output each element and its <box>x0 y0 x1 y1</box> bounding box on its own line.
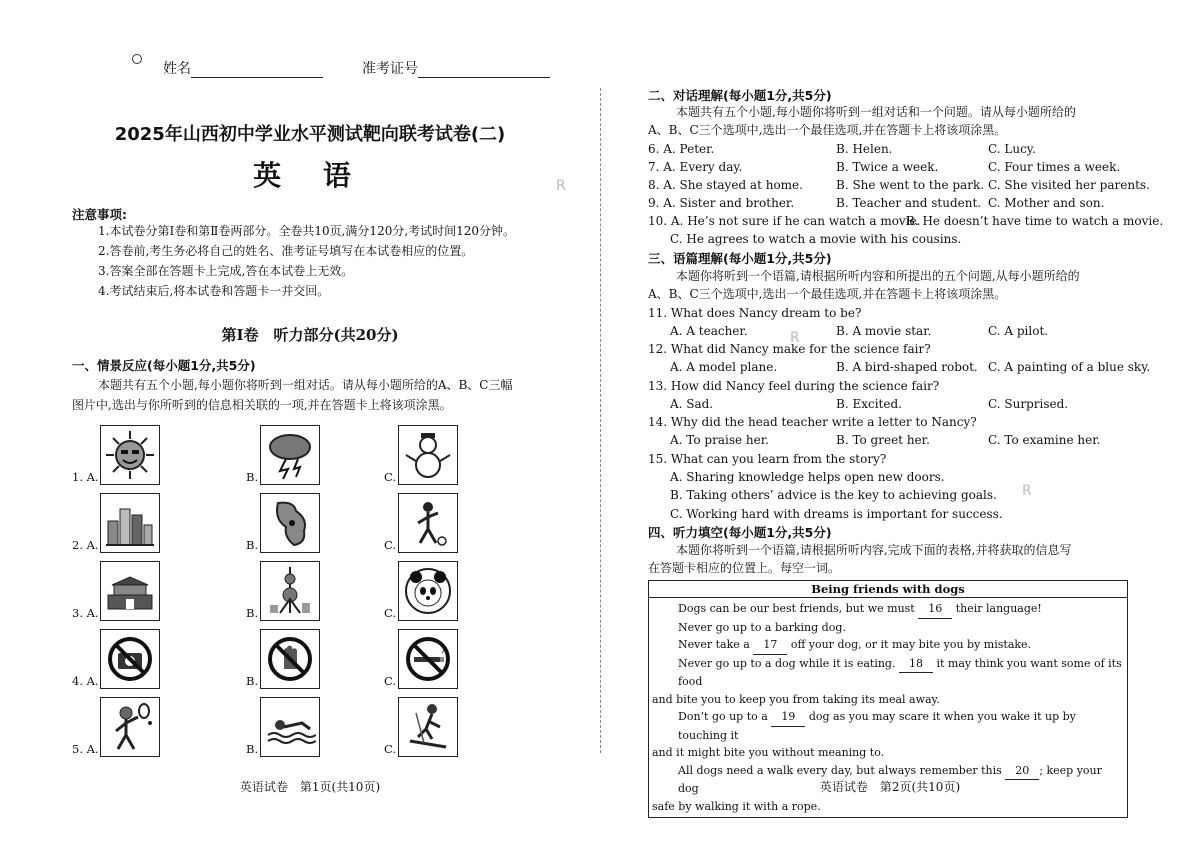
q6-option-a[interactable]: 6. A. Peter. <box>648 142 715 156</box>
q5-option-c[interactable] <box>398 697 458 757</box>
q14-option-b[interactable]: B. To greet her. <box>836 433 930 447</box>
fill-table-title: Being friends with dogs <box>649 581 1128 598</box>
blank-16[interactable]: 16 <box>918 600 952 619</box>
no-touch-icon <box>264 633 316 685</box>
blank-17[interactable]: 17 <box>753 636 787 655</box>
q11-option-c[interactable]: C. A pilot. <box>988 324 1049 338</box>
q5-label: 5. A. <box>72 742 99 756</box>
snowman-icon <box>402 429 454 481</box>
q12-question: 12. What did Nancy make for the science fair? <box>648 342 931 356</box>
q14-option-a[interactable]: A. To praise her. <box>670 433 769 447</box>
blank-19[interactable]: 19 <box>771 708 805 727</box>
fill-line-1: Dogs can be our best friends, but we must 16 their language! <box>652 600 1124 619</box>
no-smoking-icon <box>402 633 454 685</box>
q8-option-c[interactable]: C. She visited her parents. <box>988 178 1150 192</box>
q4-option-c[interactable] <box>398 629 458 689</box>
q3-option-c[interactable] <box>398 561 458 621</box>
q1-b-label: B. <box>246 470 259 484</box>
q7-option-c[interactable]: C. Four times a week. <box>988 160 1121 174</box>
section3-instruction: 本题你将听到一个语篇,请根据所听内容和所提出的五个问题,从每小题所给的 <box>676 269 1080 283</box>
q10-option-a[interactable]: 10. A. He’s not sure if he can watch a movie. <box>648 214 921 228</box>
exam-no-label: 准考证号 <box>362 61 418 77</box>
q3-label: 3. A. <box>72 606 99 620</box>
watermark-r-3: R <box>1022 483 1032 499</box>
fill-line-5-cont: and it might bite you without meaning to. <box>652 746 885 759</box>
page-footer-right: 英语试卷 第2页(共10页) <box>819 780 961 794</box>
volume-title: 第Ⅰ卷 听力部分(共20分) <box>221 326 399 344</box>
q15-question: 15. What can you learn from the story? <box>648 452 887 466</box>
q10-option-c[interactable]: C. He agrees to watch a movie with his cousins. <box>670 232 962 246</box>
q13-option-c[interactable]: C. Surprised. <box>988 397 1069 411</box>
q9-option-a[interactable]: 9. A. Sister and brother. <box>648 196 795 210</box>
q4-c-label: C. <box>384 674 397 688</box>
tennis-icon <box>104 701 156 753</box>
notice-title: 注意事项: <box>72 207 127 222</box>
q8-option-a[interactable]: 8. A. She stayed at home. <box>648 178 803 192</box>
notice-4: 4.考试结束后,将本试卷和答题卡一并交回。 <box>98 284 330 298</box>
q13-option-b[interactable]: B. Excited. <box>836 397 902 411</box>
q1-option-a[interactable] <box>100 425 160 485</box>
q2-c-label: C. <box>384 538 397 552</box>
fill-line-6: All dogs need a walk every day, but always remember this 20 ; keep your dog <box>678 763 1102 795</box>
fill-line-4-cont: and bite you to keep you from taking its meal away. <box>652 692 940 706</box>
q9-option-c[interactable]: C. Mother and son. <box>988 196 1105 210</box>
q8-option-b[interactable]: B. She went to the park. <box>836 178 985 192</box>
fill-line-3: Never take a 17 off your dog, or it may bite you by mistake. <box>652 636 1124 655</box>
fill-line-5: Don’t go up to a 19 dog as you may scare it when you wake it up by touching it <box>678 710 1076 742</box>
q2-option-c[interactable] <box>398 493 458 553</box>
q14-question: 14. Why did the head teacher write a letter to Nancy? <box>648 415 977 429</box>
q1-c-label: C. <box>384 470 397 484</box>
q7-option-a[interactable]: 7. A. Every day. <box>648 160 743 174</box>
q12-option-b[interactable]: B. A bird-shaped robot. <box>836 360 978 374</box>
skiing-icon <box>402 701 454 753</box>
section4-title: 四、听力填空(每小题1分,共5分) <box>648 525 832 540</box>
q11-question: 11. What does Nancy dream to be? <box>648 306 862 320</box>
page-footer-left: 英语试卷 第1页(共10页) <box>239 780 381 794</box>
section4-instruction-cont: 在答题卡相应的位置上。每空一词。 <box>648 561 841 575</box>
q1-option-b[interactable] <box>260 425 320 485</box>
page-right <box>600 0 1200 843</box>
map-icon <box>264 497 316 549</box>
q12-option-c[interactable]: C. A painting of a blue sky. <box>988 360 1151 374</box>
q3-c-label: C. <box>384 606 397 620</box>
section4-instruction: 本题你将听到一个语篇,请根据所听内容,完成下面的表格,并将获取的信息写 <box>676 543 1072 557</box>
q13-question: 13. How did Nancy feel during the science fair? <box>648 379 940 393</box>
name-blank[interactable] <box>191 63 323 78</box>
q3-option-a[interactable] <box>100 561 160 621</box>
q9-option-b[interactable]: B. Teacher and student. <box>836 196 982 210</box>
football-player-icon <box>402 497 454 549</box>
q13-option-a[interactable]: A. Sad. <box>670 397 714 411</box>
blank-20[interactable]: 20 <box>1005 762 1039 781</box>
exam-no-blank[interactable] <box>418 63 550 78</box>
subject-title: 英 语 <box>253 159 367 192</box>
exam-no-field <box>362 58 550 78</box>
notice-2: 2.答卷前,考生务必将自己的姓名、准考证号填写在本试卷相应的位置。 <box>98 244 474 258</box>
fill-line-6-cont: safe by walking it with a rope. <box>652 799 821 813</box>
q7-option-b[interactable]: B. Twice a week. <box>836 160 939 174</box>
name-field <box>163 58 323 78</box>
section3-title: 三、语篇理解(每小题1分,共5分) <box>648 251 832 266</box>
exam-title: 2025年山西初中学业水平测试靶向联考试卷(二) <box>114 124 506 145</box>
section1-instruction: 本题共有五个小题,每小题你将听到一组对话。请从每小题所给的A、B、C三幅 <box>98 378 513 392</box>
q4-label: 4. A. <box>72 674 99 688</box>
q5-option-a[interactable] <box>100 697 160 757</box>
q11-option-b[interactable]: B. A movie star. <box>836 324 932 338</box>
city-icon <box>104 497 156 549</box>
gate-icon <box>104 565 156 617</box>
watermark-r: R <box>556 178 566 194</box>
q15-option-c[interactable]: C. Working hard with dreams is important for success. <box>670 507 1003 521</box>
q2-option-a[interactable] <box>100 493 160 553</box>
q2-option-b[interactable] <box>260 493 320 553</box>
q1-option-c[interactable] <box>398 425 458 485</box>
q4-option-b[interactable] <box>260 629 320 689</box>
q11-option-a[interactable]: A. A teacher. <box>670 324 748 338</box>
q14-option-c[interactable]: C. To examine her. <box>988 433 1101 447</box>
section3-instruction-cont: A、B、C三个选项中,选出一个最佳选项,并在答题卡上将该项涂黑。 <box>648 287 1007 301</box>
q4-option-a[interactable] <box>100 629 160 689</box>
section2-instruction: 本题共有五个小题,每小题你将听到一组对话和一个问题。请从每小题所给的 <box>676 105 1076 119</box>
notice-1: 1.本试卷分第Ⅰ卷和第Ⅱ卷两部分。全卷共10页,满分120分,考试时间120分钟。 <box>98 224 516 238</box>
sun-icon <box>104 429 156 481</box>
q15-option-a[interactable]: A. Sharing knowledge helps open new doors. <box>670 470 945 484</box>
tower-icon <box>264 565 316 617</box>
q4-b-label: B. <box>246 674 259 688</box>
q5-c-label: C. <box>384 742 397 756</box>
fill-line-4: Never go up to a dog while it is eating. 18 it may think you want some of its food <box>678 656 1122 688</box>
q6-option-b[interactable]: B. Helen. <box>836 142 893 156</box>
blank-18[interactable]: 18 <box>899 655 933 674</box>
q6-option-c[interactable]: C. Lucy. <box>988 142 1036 156</box>
q1-label: 1. A. <box>72 470 99 484</box>
storm-icon <box>264 429 316 481</box>
fill-line-2: Never go up to a barking dog. <box>678 620 846 634</box>
section2-instruction-cont: A、B、C三个选项中,选出一个最佳选项,并在答题卡上将该项涂黑。 <box>648 123 1007 137</box>
q12-option-a[interactable]: A. A model plane. <box>670 360 778 374</box>
q3-b-label: B. <box>246 606 259 620</box>
q2-b-label: B. <box>246 538 259 552</box>
q5-b-label: B. <box>246 742 259 756</box>
q5-option-b[interactable] <box>260 697 320 757</box>
panda-icon <box>402 565 454 617</box>
watermark-r-2: R <box>790 330 800 346</box>
q3-option-b[interactable] <box>260 561 320 621</box>
notice-3: 3.答案全部在答题卡上完成,答在本试卷上无效。 <box>98 264 354 278</box>
section1-instruction-cont: 图片中,选出与你所听到的信息相关联的一项,并在答题卡上将该项涂黑。 <box>72 398 452 412</box>
q10-option-b[interactable]: B. He doesn’t have time to watch a movie. <box>906 214 1164 228</box>
section2-title: 二、对话理解(每小题1分,共5分) <box>648 88 832 103</box>
name-label: 姓名 <box>163 61 191 77</box>
q15-option-b[interactable]: B. Taking others’ advice is the key to achieving goals. <box>670 488 997 502</box>
no-camera-icon <box>104 633 156 685</box>
swimming-icon <box>264 701 316 753</box>
binding-hole <box>132 54 142 64</box>
q2-label: 2. A. <box>72 538 99 552</box>
section1-title: 一、情景反应(每小题1分,共5分) <box>72 358 256 373</box>
